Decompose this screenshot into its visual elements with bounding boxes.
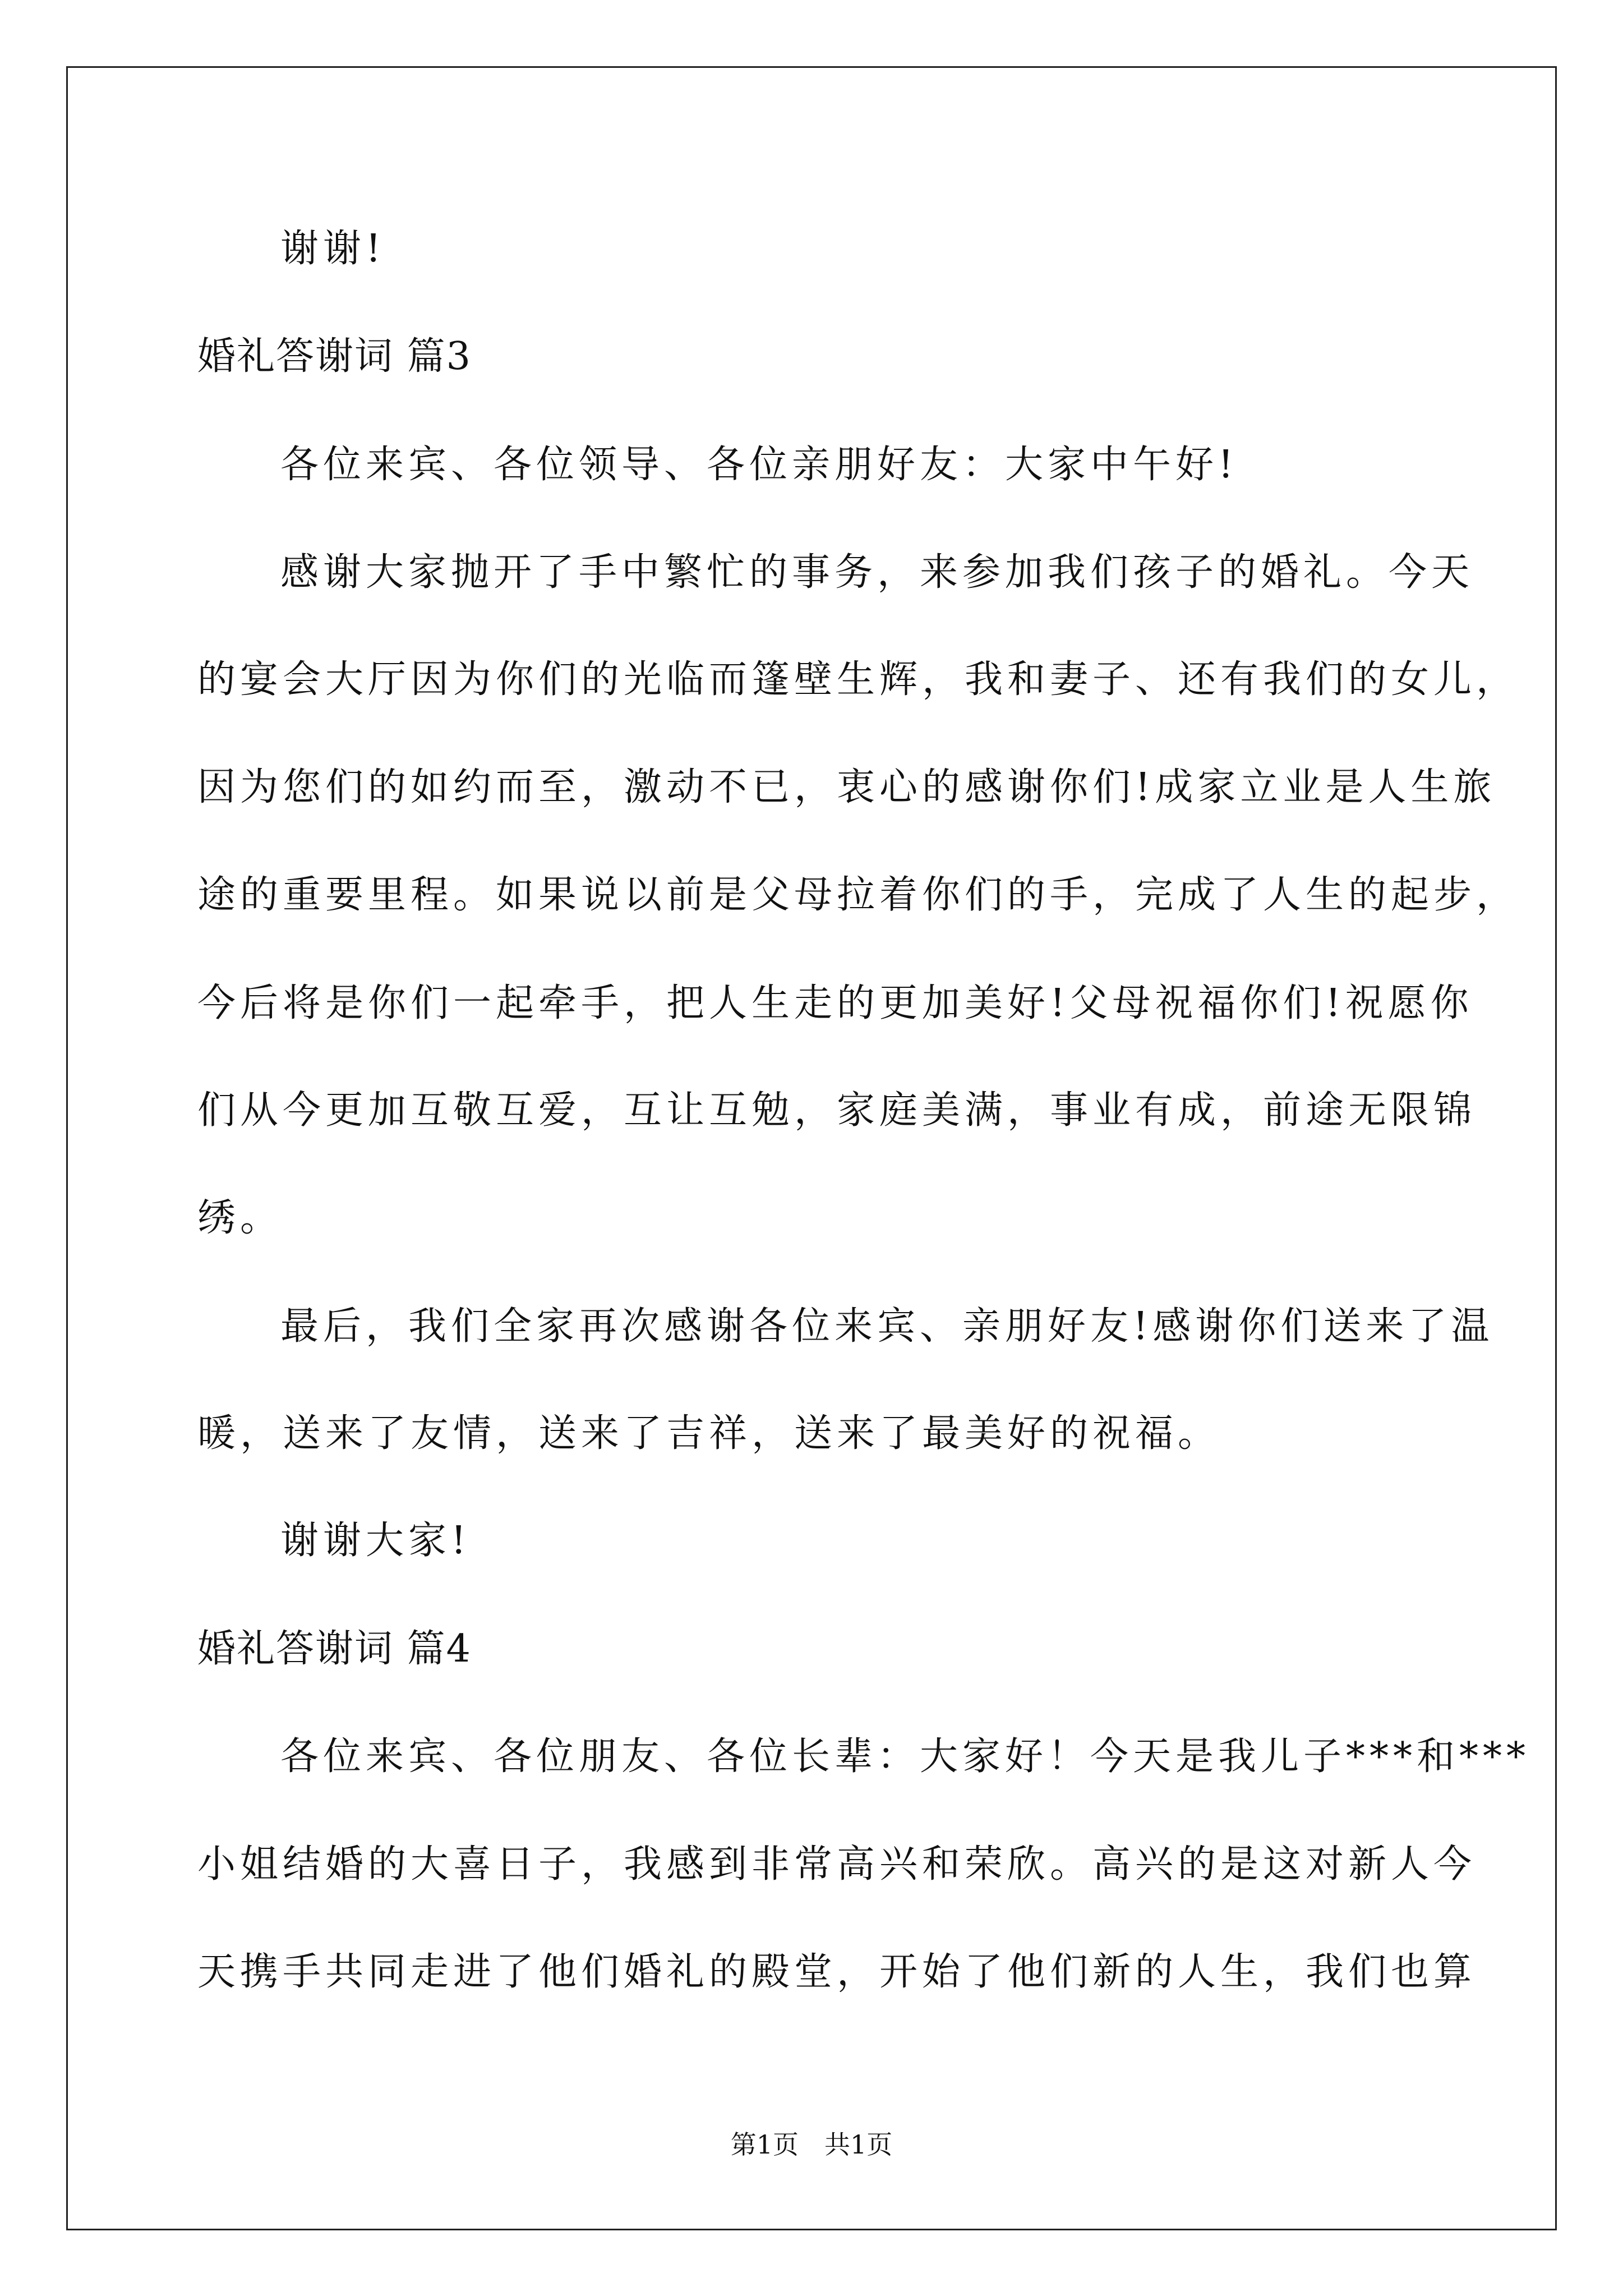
body-line: 感谢大家抛开了手中繁忙的事务，来参加我们孩子的婚礼。今天	[280, 550, 1474, 595]
section-heading-3: 婚礼答谢词 篇3	[197, 334, 472, 379]
salutation-3: 各位来宾、各位领导、各位亲朋好友：大家中午好!	[280, 443, 1238, 487]
body-line: 今后将是你们一起牵手，把人生走的更加美好!父母祝福你们!祝愿你	[197, 981, 1473, 1025]
body-line: 小姐结婚的大喜日子，我感到非常高兴和荣欣。高兴的是这对新人今	[197, 1842, 1477, 1887]
page-number-footer: 第1页 共1页	[730, 2129, 893, 2160]
body-line: 途的重要里程。如果说以前是父母拉着你们的手，完成了人生的起步，	[197, 873, 1519, 917]
body-line: 暖，送来了友情，送来了吉祥，送来了最美好的祝福。	[197, 1411, 1221, 1456]
salutation-4: 各位来宾、各位朋友、各位长辈：大家好！今天是我儿子***和***	[280, 1734, 1530, 1779]
closing-thanks-1: 谢谢!	[280, 227, 386, 271]
body-line: 最后，我们全家再次感谢各位来宾、亲朋好友!感谢你们送来了温	[280, 1304, 1494, 1349]
body-line: 绣。	[197, 1196, 283, 1240]
body-line: 们从今更加互敬互爱，互让互勉，家庭美满，事业有成，前途无限锦	[197, 1088, 1477, 1133]
section-heading-4: 婚礼答谢词 篇4	[197, 1627, 472, 1671]
body-line: 天携手共同走进了他们婚礼的殿堂，开始了他们新的人生，我们也算	[197, 1950, 1477, 1994]
body-line: 的宴会大厅因为你们的光临而篷壁生辉，我和妻子、还有我们的女儿，	[197, 657, 1519, 702]
page-border	[66, 66, 1557, 2230]
closing-thanks-2: 谢谢大家!	[280, 1519, 471, 1563]
body-line: 因为您们的如约而至，激动不已，衷心的感谢你们!成家立业是人生旅	[197, 765, 1496, 809]
